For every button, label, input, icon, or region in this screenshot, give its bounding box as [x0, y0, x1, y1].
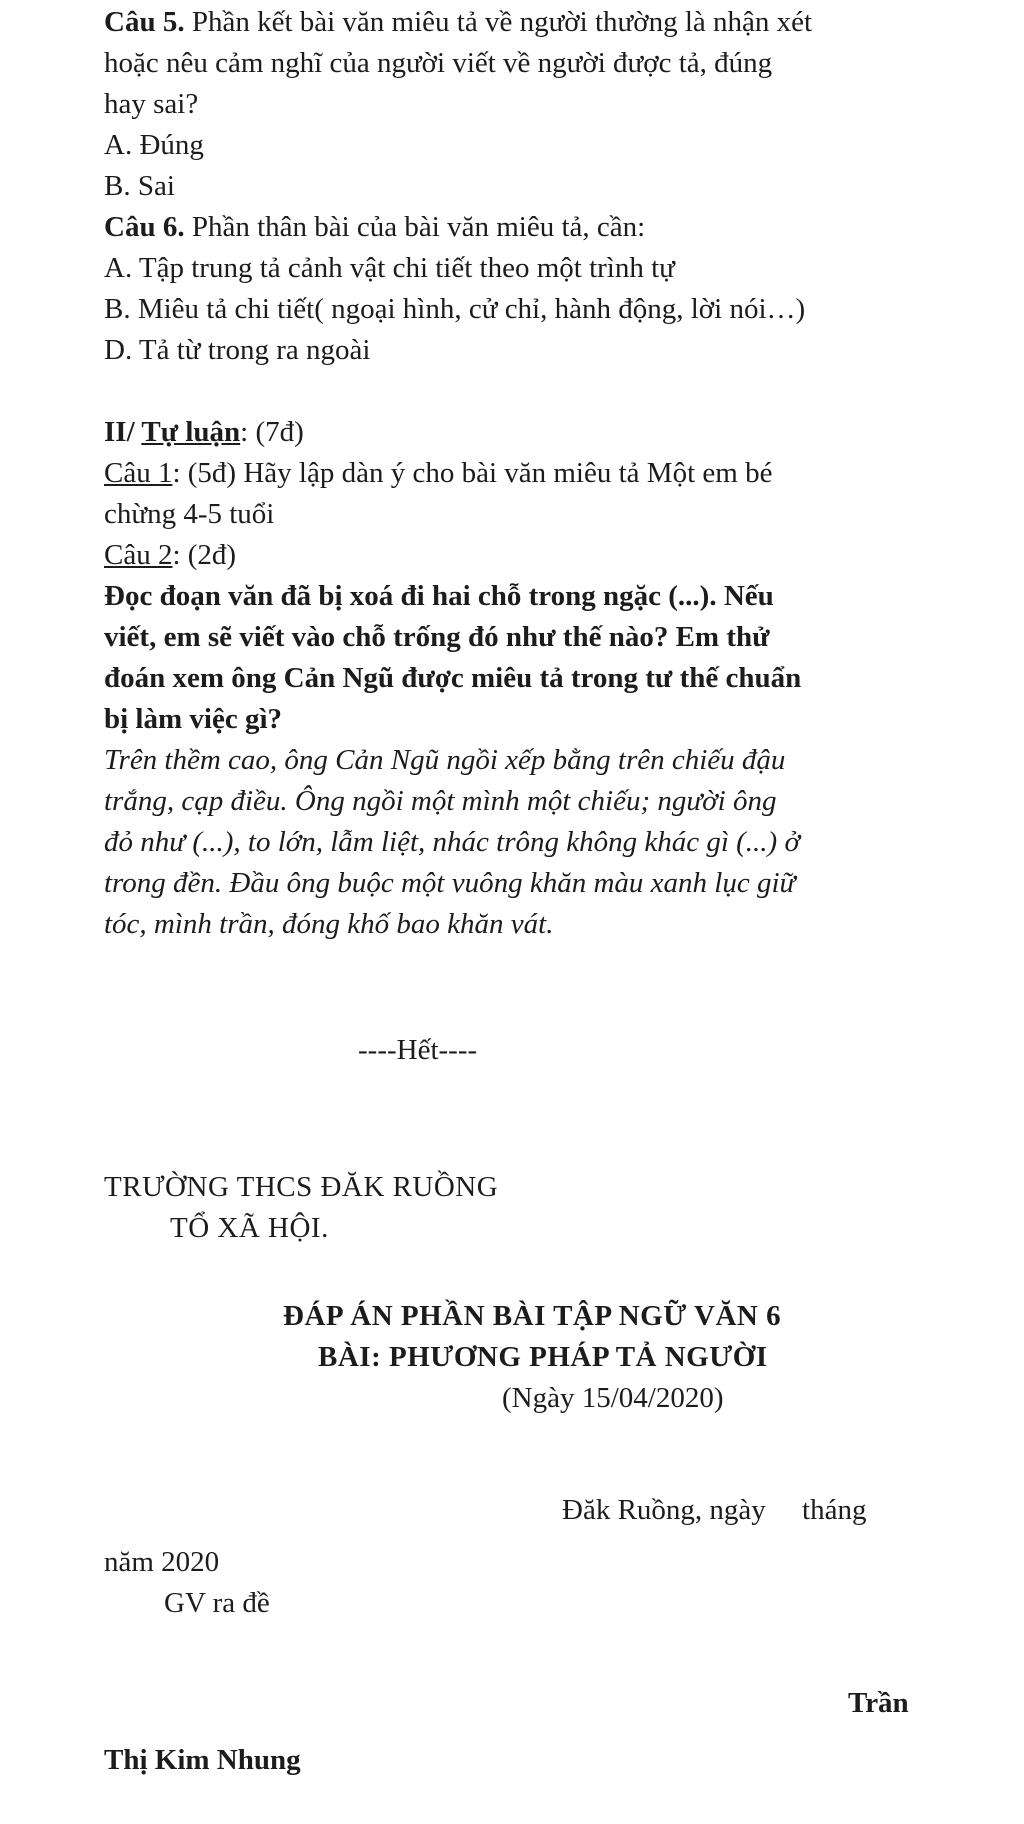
- signature-name-part-2: Thị Kim Nhung: [104, 1744, 301, 1776]
- essay-question-2: [104, 535, 236, 575]
- question-5-number: Câu 5.: [104, 6, 185, 38]
- question-5-text: Phần kết bài văn miêu tả về người thường là nhận xét: [184, 6, 813, 38]
- answer-key-subtitle: BÀI: PHƯƠNG PHÁP TẢ NGƯỜI: [318, 1341, 768, 1373]
- question-6-text: Phần thân bài của bài văn miêu tả, cần:: [184, 211, 646, 243]
- essay-question-1: [104, 453, 772, 493]
- question-6-stem: [104, 207, 645, 247]
- essay-section-title: Tự luận: [141, 416, 241, 448]
- essay-section-points: : (7đ): [240, 416, 304, 448]
- question-6-option-d: D. Tả từ trong ra ngoài: [104, 334, 371, 366]
- signature-year: năm 2020: [104, 1546, 220, 1578]
- question-5-option-b: B. Sai: [104, 170, 175, 202]
- essay-question-2-prompt-2: viết, em sẽ viết vào chỗ trống đó như thế nào? Em thử: [104, 621, 770, 653]
- essay-question-1-continuation: chừng 4-5 tuổi: [104, 498, 275, 530]
- essay-question-2-prompt-3: đoán xem ông Cản Ngũ được miêu tả trong tư thế chuẩn: [104, 662, 802, 694]
- passage-line-5: tóc, mình trần, đóng khố bao khăn vát.: [104, 908, 554, 940]
- essay-section-heading: [104, 412, 304, 452]
- passage-line-4: trong đền. Đầu ông buộc một vuông khăn màu xanh lục giữ: [104, 867, 796, 899]
- essay-question-2-label: Câu 2: [104, 539, 173, 571]
- question-5-option-a: A. Đúng: [104, 129, 204, 161]
- essay-question-2-prompt-1: Đọc đoạn văn đã bị xoá đi hai chỗ trong ngặc (...). Nếu: [104, 580, 774, 612]
- question-5-line-3: hay sai?: [104, 88, 199, 120]
- question-6-option-a: A. Tập trung tả cảnh vật chi tiết theo một trình tự: [104, 252, 675, 284]
- question-5-line-1: [104, 2, 812, 42]
- signature-name-part-1: Trần: [848, 1687, 909, 1719]
- answer-key-date: (Ngày 15/04/2020): [502, 1382, 724, 1414]
- essay-section-prefix: II/: [104, 416, 142, 448]
- essay-question-2-points: : (2đ): [172, 539, 237, 571]
- question-6-number: Câu 6.: [104, 211, 185, 243]
- end-mark: ----Hết----: [358, 1034, 478, 1066]
- school-department: TỔ XÃ HỘI.: [170, 1212, 329, 1244]
- essay-question-1-text: : (5đ) Hãy lập dàn ý cho bài văn miêu tả Một em bé: [172, 457, 773, 489]
- essay-question-2-prompt-4: bị làm việc gì?: [104, 703, 283, 735]
- signature-role: GV ra đề: [164, 1587, 270, 1619]
- signature-place-date: Đăk Ruồng, ngày tháng: [562, 1494, 867, 1526]
- passage-line-3: đỏ như (...), to lớn, lẫm liệt, nhác trông không khác gì (...) ở: [104, 826, 800, 858]
- question-6-option-b: B. Miêu tả chi tiết( ngoại hình, cử chỉ, hành động, lời nói…): [104, 293, 806, 325]
- passage-line-2: trắng, cạp điều. Ông ngồi một mình một chiếu; người ông: [104, 785, 777, 817]
- answer-key-title: ĐÁP ÁN PHẦN BÀI TẬP NGỮ VĂN 6: [283, 1300, 782, 1332]
- passage-line-1: Trên thềm cao, ông Cản Ngũ ngồi xếp bằng trên chiếu đậu: [104, 744, 786, 776]
- question-5-line-2: hoặc nêu cảm nghĩ của người viết về người được tả, đúng: [104, 47, 773, 79]
- essay-question-1-label: Câu 1: [104, 457, 173, 489]
- school-name: TRƯỜNG THCS ĐĂK RUỒNG: [104, 1171, 499, 1203]
